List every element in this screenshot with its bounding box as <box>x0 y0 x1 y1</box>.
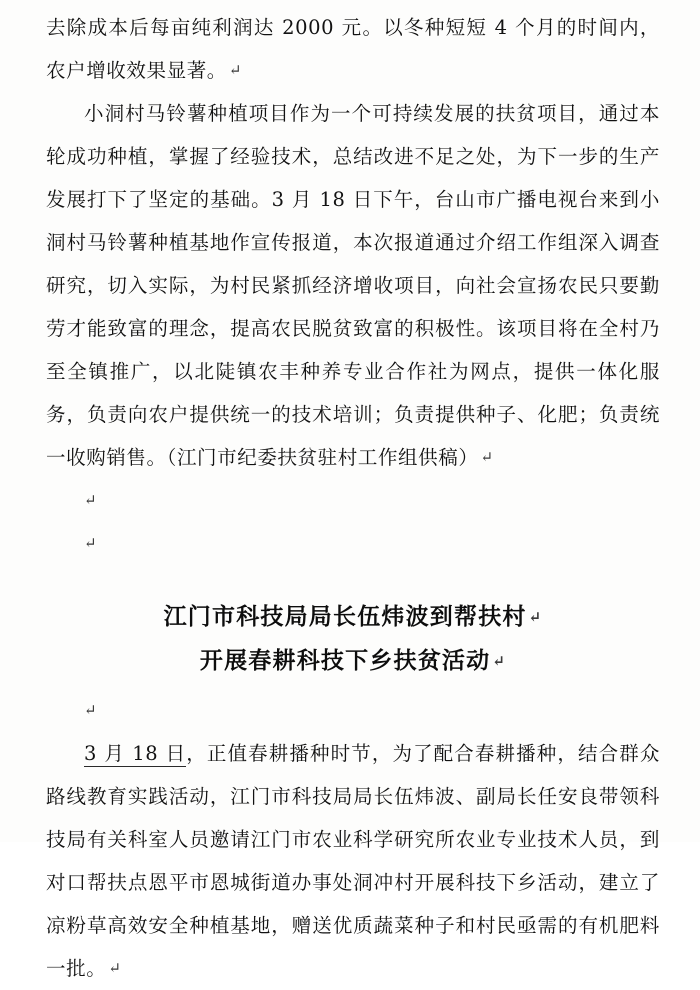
blank-line-3 <box>46 689 660 732</box>
heading-line-1 <box>46 595 660 639</box>
heading-text: 江门市科技局局长伍炜波到帮扶村 <box>163 603 527 630</box>
article-heading <box>46 595 660 683</box>
paragraph-mark-icon: ↵ <box>84 491 98 509</box>
heading-text: 开展春耕科技下乡扶贫活动 <box>199 647 491 674</box>
paragraph-text: 小洞村马铃薯种植项目作为一个可持续发展的扶贫项目，通过本轮成功种植，掌握了经验技术，总结改进不足之处，为下一步的生产发展打下了坚定的基础。3 月 18 日下午，台山市广播电视台来到小洞村马铃薯种植基地作宣传报道，本次报道通过介绍工作组深入调查研究，切入实际，为村民紧抓经济增收项目，向社会宣扬农民只要勤劳才能致富的理念，提高农民脱贫致富的积极性。该项目将在全村乃至全镇推广，以北陡镇农丰种养专业合作社为网点，提供一体化服务，负责向农户提供统一的技术培训；负责提供种子、化肥；负责统一收购销售。（江门市纪委扶贫驻村工作组供稿） <box>46 102 660 469</box>
heading-line-2 <box>46 639 660 683</box>
paragraph-xiaodong-village <box>46 92 660 479</box>
paragraph-text: ，正值春耕播种时节，为了配合春耕播种，结合群众路线教育实践活动，江门市科技局局长伍炜波、副局长任安良带领科技局有关科室人员邀请江门市农业科学研究所农业专业技术人员，到对口帮扶点恩平市恩城街道办事处洞冲村开展科技下乡活动，建立了凉粉草高效安全种植基地，赠送优质蔬菜种子和村民亟需的有机肥料一批。 <box>46 742 660 980</box>
blank-line-2 <box>46 522 660 565</box>
paragraph-mark-icon: ↵ <box>84 701 98 719</box>
paragraph-mark-icon: ↵ <box>228 61 243 79</box>
blank-line-1 <box>46 479 660 522</box>
document-body <box>46 6 660 990</box>
paragraph-mark-icon: ↵ <box>84 534 98 552</box>
paragraph-continued <box>46 6 660 92</box>
paragraph-mark-icon: ↵ <box>492 652 507 670</box>
paragraph-mark-icon: ↵ <box>480 448 494 466</box>
paragraph-text: 去除成本后每亩纯利润达 2000 元。以冬种短短 4 个月的时间内，农户增收效果显著。 <box>46 16 660 82</box>
date-underlined: 3 月 18 日 <box>84 742 187 765</box>
paragraph-mark-icon: ↵ <box>528 608 543 626</box>
paragraph-mark-icon: ↵ <box>108 959 122 977</box>
paragraph-spring-plowing <box>46 732 660 990</box>
